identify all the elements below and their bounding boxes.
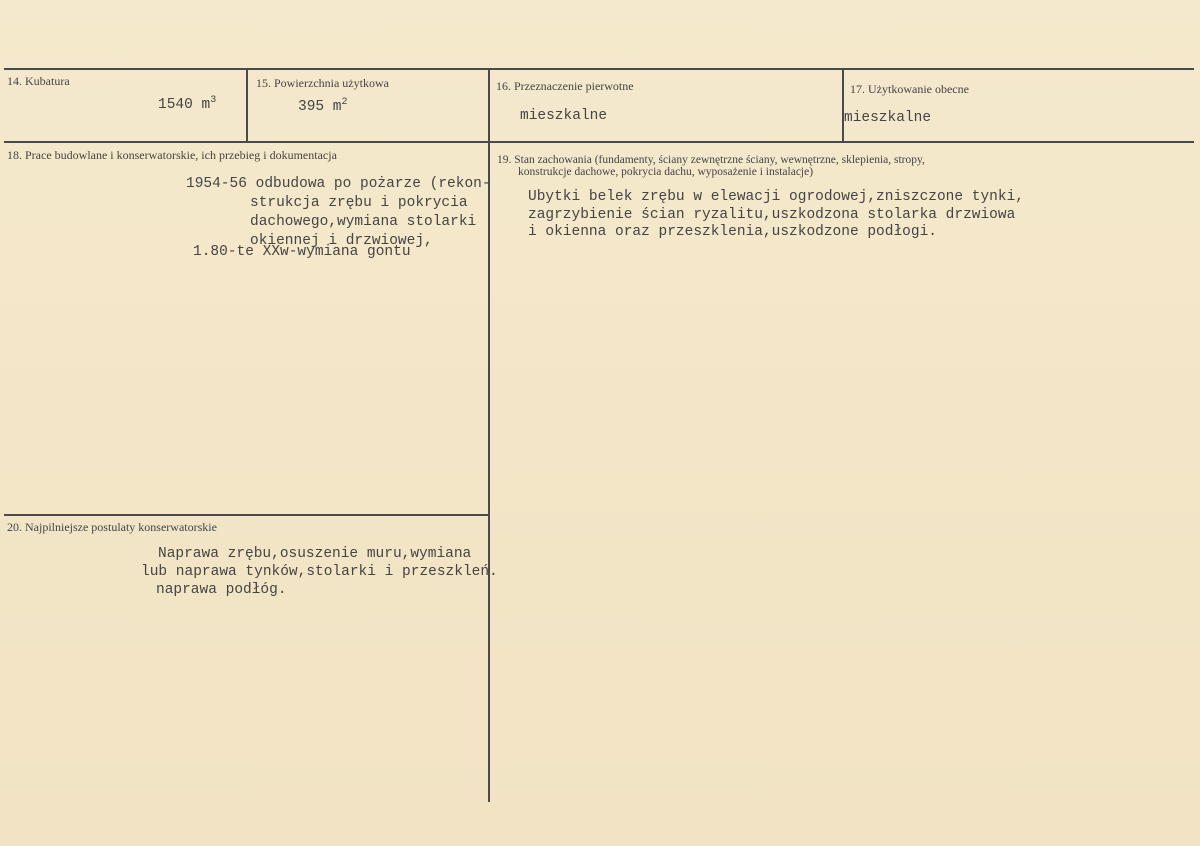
kubatura-exponent: 3: [210, 95, 217, 106]
prace-label: 18. Prace budowlane i konserwatorskie, ich przebieg i dokumentacja: [7, 148, 337, 162]
uzytkowanie-value: mieszkalne: [844, 110, 932, 126]
section-20-rule: [4, 514, 490, 516]
stan-line-1: Ubytki belek zrębu w elewacji ogrodowej,zniszczone tynki,: [528, 189, 1024, 205]
kubatura-number: 1540 m: [158, 96, 211, 113]
stan-label-line2: konstrukcje dachowe, pokrycia dachu, wyposażenie i instalacje): [518, 166, 814, 178]
uzytkowanie-label: 17. Użytkowanie obecne: [850, 82, 969, 96]
prace-line-4: okiennej i drzwiowej,: [250, 233, 433, 249]
prace-line-3: dachowego,wymiana stolarki: [250, 214, 477, 230]
top-rule: [4, 68, 1194, 70]
kubatura-value: [158, 91, 216, 115]
stan-line-2: zagrzybienie ścian ryzalitu,uszkodzona stolarka drzwiowa: [528, 207, 1016, 223]
przeznaczenie-value: mieszkalne: [520, 108, 608, 124]
row-rule: [4, 141, 1194, 143]
stan-line-3: i okienna oraz przeszklenia,uszkodzone podłogi.: [528, 224, 937, 240]
powierzchnia-value: [298, 93, 348, 117]
postulaty-line-1: Naprawa zrębu,osuszenie muru,wymiana: [158, 546, 472, 562]
stan-label-line1: 19. Stan zachowania (fundamenty, ściany zewnętrzne ściany, wewnętrzne, sklepienia, stropy,: [497, 154, 925, 166]
prace-line-1: 1954-56 odbudowa po pożarze (rekon-: [186, 176, 491, 192]
postulaty-label: 20. Najpilniejsze postulaty konserwatorskie: [7, 520, 217, 534]
kubatura-label: 14. Kubatura: [7, 74, 70, 88]
prace-line-2: strukcja zrębu i pokrycia: [250, 195, 468, 211]
przeznaczenie-label: 16. Przeznaczenie pierwotne: [496, 79, 634, 93]
divider-16-17: [842, 69, 844, 141]
prace-line-5: 1.80-te XXw-wymiana gontu: [193, 244, 411, 260]
divider-14-15: [246, 69, 248, 141]
postulaty-line-2: lub naprawa tynków,stolarki i przeszkleń.: [141, 564, 498, 580]
powierzchnia-label: 15. Powierzchnia użytkowa: [256, 76, 389, 90]
postulaty-line-3: naprawa podłóg.: [156, 582, 287, 598]
powierzchnia-exponent: 2: [341, 97, 348, 108]
powierzchnia-number: 395 m: [298, 98, 342, 115]
